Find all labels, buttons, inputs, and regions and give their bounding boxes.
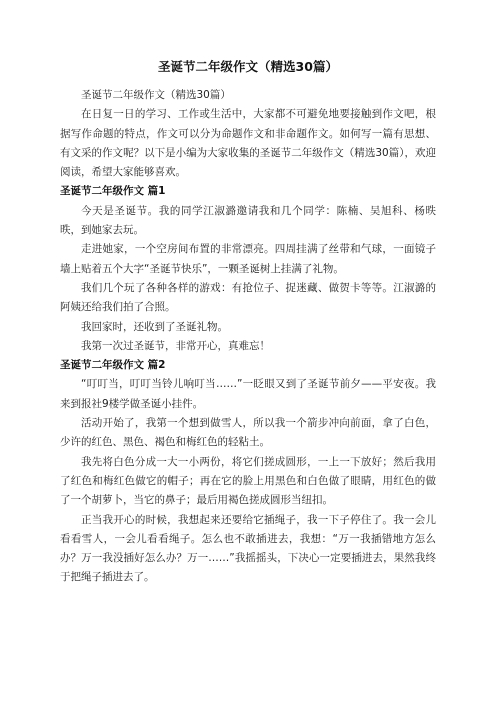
body-paragraph: 我先将白色分成一大一小两份，将它们搓成圆形，一上一下放好；然后我用了红色和梅红色做它的帽子；再在它的脸上用黑色和白色做了眼睛，用红色的做了一个胡萝卜，当它的鼻子；最后用褐色搓成圆形当纽扣。 [60, 455, 436, 507]
body-paragraph: 我们几个玩了各种各样的游戏：有抢位子、捉迷藏、做贺卡等等。江淑潞的阿姨还给我们拍了合照。 [60, 281, 436, 314]
body-paragraph: “叮叮当，叮叮当铃儿响叮当……”一眨眼又到了圣诞节前夕——平安夜。我来到报社9楼学做圣诞小挂件。 [60, 378, 436, 410]
body-paragraph: 我回家时，还收到了圣诞礼物。 [81, 320, 228, 333]
section-heading: 圣诞节二年级作文 篇1 [60, 185, 166, 198]
body-paragraph: 今天是圣诞节。我的同学江淑潞邀请我和几个同学：陈楠、吴旭科、杨昳昳，到她家去玩。 [60, 204, 436, 237]
intro-paragraph: 圣诞节二年级作文（精选30篇） [81, 89, 231, 101]
section-heading: 圣诞节二年级作文 篇2 [60, 359, 166, 372]
intro-paragraph: 在日复一日的学习、工作或生活中，大家都不可避免地要接触到作文吧，根据写作命题的特点，作文可以分为命题作文和非命题作文。如何写一篇有思想、有文采的作文呢？以下是小编为大家收集的圣诞节二年级作文（精选30篇），欢迎阅读，希望大家能够喜欢。 [60, 108, 436, 179]
body-paragraph: 正当我开心的时候，我想起来还要给它插绳子，我一下子停住了。我一会儿看看雪人，一会儿看看绳子。怎么也不敢插进去，我想：“万一我插错地方怎么办？万一我没插好怎么办？万一……”我摇摇头，下决心一定要插进去，果然我终于把绳子插进去了。 [60, 513, 436, 584]
body-paragraph: 活动开始了，我第一个想到做雪人，所以我一个箭步冲向前面，拿了白色，少许的红色、黑色、褐色和梅红色的轻粘土。 [60, 417, 436, 449]
document-title: 圣诞节二年级作文（精选30篇） [158, 59, 338, 74]
body-paragraph: 走进她家，一个空房间布置的非常漂亮。四周挂满了丝带和气球，一面镜子墙上贴着五个大字“圣诞节快乐”，一颗圣诞树上挂满了礼物。 [60, 243, 436, 275]
body-paragraph: 我第一次过圣诞节，非常开心，真难忘！ [81, 339, 270, 352]
